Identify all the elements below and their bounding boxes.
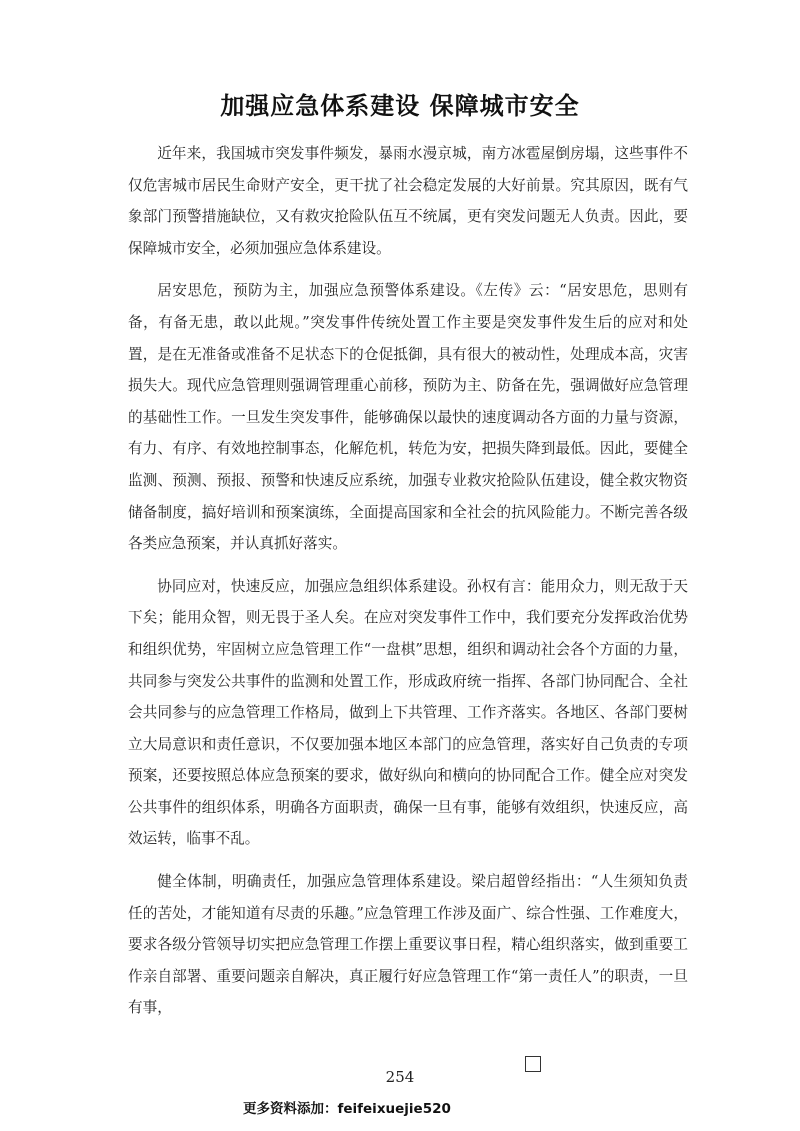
document-body bbox=[128, 138, 688, 1035]
paragraph: 健全体制，明确责任，加强应急管理体系建设。梁启超曾经指出：“人生须知负责任的苦处，才能知道有尽责的乐趣。”应急管理工作涉及面广、综合性强、工作难度大，要求各级分管领导切实把应急管理工作摆上重要议事日程，精心组织落实，做到重要工作亲自部署、重要问题亲自解决，真正履行好应急管理工作“第一责任人”的职责，一旦有事， bbox=[128, 873, 688, 1017]
paragraph: 居安思危，预防为主，加强应急预警体系建设。《左传》云：“居安思危，思则有备，有备无患，敢以此规。”突发事件传统处置工作主要是突发事件发生后的应对和处置，是在无准备或准备不足状态下的仓促抵御，具有很大的被动性，处理成本高，灾害损失大。现代应急管理则强调管理重心前移，预防为主、防备在先，强调做好应急管理的基础性工作。一旦发生突发事件，能够确保以最快的速度调动各方面的力量与资源，有力、有序、有效地控制事态，化解危机，转危为安，把损失降到最低。因此，要健全监测、预测、预报、预警和快速反应系统，加强专业救灾抢险队伍建设，健全救灾物资储备制度，搞好培训和预案演练，全面提高国家和全社会的抗风险能力。不断完善各级各类应急预案，并认真抓好落实。 bbox=[128, 282, 688, 553]
document-title: 加强应急体系建设 保障城市安全 bbox=[220, 92, 580, 120]
paragraph: 近年来，我国城市突发事件频发，暴雨水漫京城，南方冰雹屋倒房塌，这些事件不仅危害城市居民生命财产安全，更干扰了社会稳定发展的大好前景。究其原因，既有气象部门预警措施缺位，又有救灾抢险队伍互不统属，更有突发问题无人负责。因此，要保障城市安全，必须加强应急体系建设。 bbox=[128, 145, 688, 257]
footer-note: 更多资料添加：feifeixuejie520 bbox=[243, 1101, 451, 1117]
paragraph: 协同应对，快速反应，加强应急组织体系建设。孙权有言：能用众力，则无敌于天下矣；能用众智，则无畏于圣人矣。在应对突发事件工作中，我们要充分发挥政治优势和组织优势，牢固树立应急管理工作“一盘棋”思想，组织和调动社会各个方面的力量，共同参与突发公共事件的监测和处置工作，形成政府统一指挥、各部门协同配合、全社会共同参与的应急管理工作格局，做到上下共管理、工作齐落实。各地区、各部门要树立大局意识和责任意识，不仅要加强本地区本部门的应急管理，落实好自己负责的专项预案，还要按照总体应急预案的要求，做好纵向和横向的协同配合工作。健全应对突发公共事件的组织体系，明确各方面职责，确保一旦有事，能够有效组织，快速反应，高效运转，临事不乱。 bbox=[128, 577, 688, 848]
page-number: 254 bbox=[385, 1068, 415, 1086]
